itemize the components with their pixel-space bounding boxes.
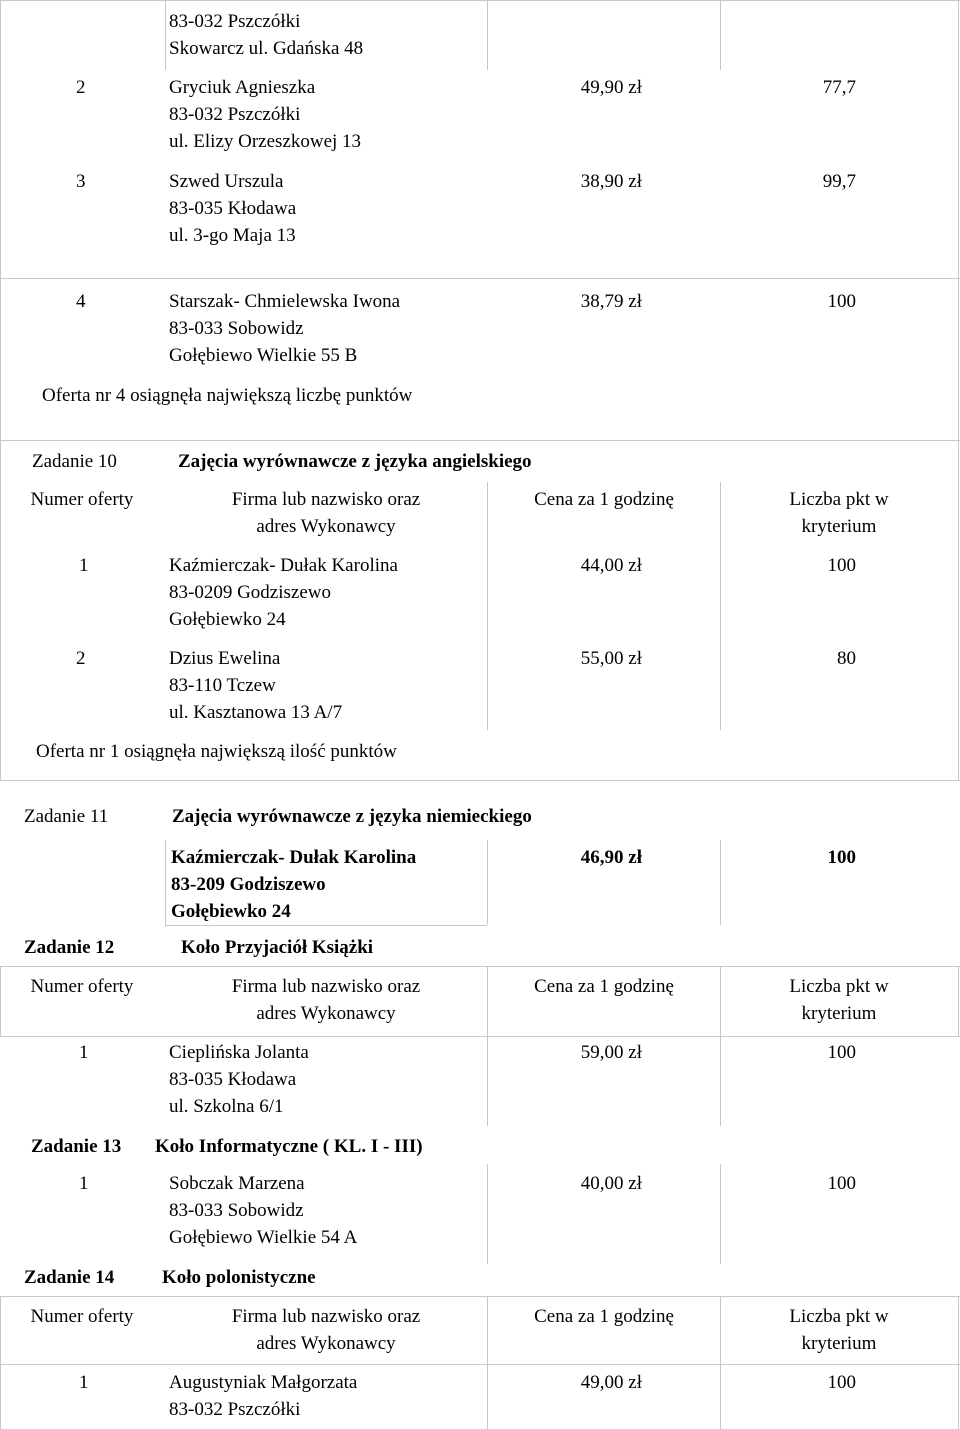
points-value: 100 — [827, 847, 856, 868]
firm-line: Gołębiewo Wielkie 55 B — [169, 345, 358, 366]
header-price: Cena za 1 godzinę — [534, 489, 674, 510]
header-price: Cena za 1 godzinę — [534, 1306, 674, 1327]
firm-line: 83-110 Tczew — [169, 675, 276, 696]
price-value: 38,90 zł — [580, 171, 642, 192]
firm-line: 83-032 Pszczółki — [169, 11, 301, 32]
grid-line — [0, 1364, 960, 1365]
task-label: Zadanie 10 — [32, 451, 117, 472]
firm-line: 83-033 Sobowidz — [169, 318, 304, 339]
grid-line — [165, 0, 166, 70]
firm-line: Gołębiewo Wielkie 54 A — [169, 1227, 358, 1248]
grid-line — [0, 1296, 960, 1297]
offer-number: 3 — [76, 171, 86, 192]
grid-line — [0, 0, 960, 1]
header-points: kryterium — [801, 516, 877, 537]
result-note: Oferta nr 4 osiągnęła największą liczbę punktów — [42, 385, 413, 406]
points-value: 100 — [827, 1042, 856, 1063]
header-points: Liczba pkt w — [789, 489, 889, 510]
task-title: Koło Informatyczne ( KL. I - III) — [155, 1136, 423, 1157]
firm-line: Starszak- Chmielewska Iwona — [169, 291, 401, 312]
offer-number: 1 — [79, 1372, 89, 1393]
header-firm: Firma lub nazwisko oraz — [231, 976, 421, 997]
firm-line: Szwed Urszula — [169, 171, 284, 192]
points-value: 80 — [837, 648, 856, 669]
price-value: 40,00 zł — [580, 1173, 642, 1194]
price-value: 55,00 zł — [580, 648, 642, 669]
header-price: Cena za 1 godzinę — [534, 976, 674, 997]
grid-line — [720, 1164, 721, 1264]
header-number: Numer oferty — [30, 1306, 134, 1327]
grid-line — [0, 780, 960, 781]
firm-line: Gołębiewko 24 — [171, 901, 291, 922]
firm-line: 83-209 Godziszewo — [171, 874, 326, 895]
firm-line: Augustyniak Małgorzata — [169, 1372, 358, 1393]
firm-line: 83-035 Kłodawa — [169, 1069, 297, 1090]
price-value: 59,00 zł — [580, 1042, 642, 1063]
header-firm: adres Wykonawcy — [256, 516, 396, 537]
grid-line — [487, 840, 488, 925]
price-value: 46,90 zł — [580, 847, 642, 868]
grid-line — [487, 1164, 488, 1264]
firm-line: Cieplińska Jolanta — [169, 1042, 309, 1063]
grid-line — [0, 278, 960, 279]
header-number: Numer oferty — [30, 976, 134, 997]
firm-line: 83-032 Pszczółki — [169, 104, 301, 125]
offer-number: 1 — [79, 555, 89, 576]
points-value: 77,7 — [822, 77, 856, 98]
points-value: 100 — [827, 1173, 856, 1194]
points-value: 100 — [827, 291, 856, 312]
price-value: 38,79 zł — [580, 291, 642, 312]
grid-line — [958, 1296, 959, 1429]
header-firm: adres Wykonawcy — [256, 1003, 396, 1024]
firm-line: 83-032 Pszczółki — [169, 1399, 301, 1420]
task-title: Zajęcia wyrównawcze z języka angielskiego — [178, 451, 532, 472]
grid-line — [720, 0, 721, 70]
grid-line — [487, 0, 488, 70]
grid-line — [0, 440, 1, 780]
grid-line — [0, 440, 960, 441]
task-label: Zadanie 12 — [24, 937, 115, 958]
header-number: Numer oferty — [30, 489, 134, 510]
task-title: Zajęcia wyrównawcze z języka niemieckiego — [172, 806, 532, 827]
firm-line: ul. Kasztanowa 13 A/7 — [169, 702, 343, 723]
firm-line: ul. Elizy Orzeszkowej 13 — [169, 131, 362, 152]
firm-line: Gołębiewko 24 — [169, 609, 286, 630]
firm-line: Kaźmierczak- Dułak Karolina — [169, 555, 398, 576]
points-value: 100 — [827, 555, 856, 576]
price-value: 44,00 zł — [580, 555, 642, 576]
header-points: Liczba pkt w — [789, 1306, 889, 1327]
task-label: Zadanie 11 — [24, 806, 109, 827]
task-title: Koło Przyjaciół Książki — [181, 937, 374, 958]
firm-line: 83-035 Kłodawa — [169, 198, 297, 219]
task-label: Zadanie 14 — [24, 1267, 115, 1288]
header-firm: Firma lub nazwisko oraz — [231, 489, 421, 510]
header-points: kryterium — [801, 1333, 877, 1354]
grid-line — [0, 966, 1, 1036]
header-firm: Firma lub nazwisko oraz — [231, 1306, 421, 1327]
offer-number: 2 — [76, 648, 86, 669]
firm-line: Dzius Ewelina — [169, 648, 281, 669]
firm-line: 83-033 Sobowidz — [169, 1200, 304, 1221]
firm-line: ul. Szkolna 6/1 — [169, 1096, 284, 1117]
firm-line: 83-0209 Godziszewo — [169, 582, 331, 603]
offer-number: 4 — [76, 291, 86, 312]
offer-number: 1 — [79, 1042, 89, 1063]
points-value: 100 — [827, 1372, 856, 1393]
price-value: 49,00 zł — [580, 1372, 642, 1393]
grid-line — [165, 925, 487, 926]
grid-line — [0, 1296, 1, 1429]
firm-line: Kaźmierczak- Dułak Karolina — [171, 847, 417, 868]
offer-number: 2 — [76, 77, 86, 98]
grid-line — [958, 0, 959, 440]
grid-line — [0, 1036, 960, 1037]
price-value: 49,90 zł — [580, 77, 642, 98]
header-points: Liczba pkt w — [789, 976, 889, 997]
grid-line — [0, 0, 1, 440]
grid-line — [165, 840, 166, 925]
grid-line — [958, 966, 959, 1036]
grid-line — [958, 440, 959, 780]
grid-line — [720, 840, 721, 925]
firm-line: Skowarcz ul. Gdańska 48 — [169, 38, 364, 59]
grid-line — [487, 482, 488, 730]
task-label: Zadanie 13 — [31, 1136, 122, 1157]
firm-line: Sobczak Marzena — [169, 1173, 305, 1194]
header-firm: adres Wykonawcy — [256, 1333, 396, 1354]
grid-line — [0, 966, 960, 967]
points-value: 99,7 — [822, 171, 856, 192]
header-points: kryterium — [801, 1003, 877, 1024]
result-note: Oferta nr 1 osiągnęła największą ilość punktów — [36, 741, 397, 762]
offer-number: 1 — [79, 1173, 89, 1194]
task-title: Koło polonistyczne — [162, 1267, 316, 1288]
firm-line: ul. 3-go Maja 13 — [169, 225, 296, 246]
firm-line: Gryciuk Agnieszka — [169, 77, 316, 98]
